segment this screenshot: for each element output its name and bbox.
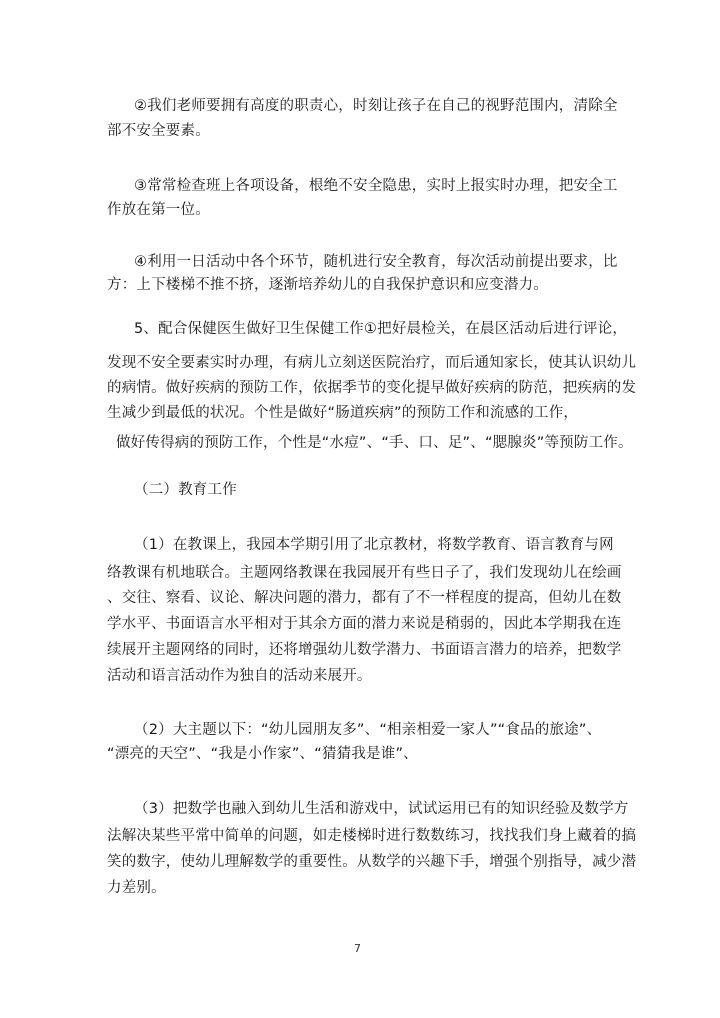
text-line: 络教课有机地联合。主题网络教课在我园展开有些日子了，我们发现幼儿在绘画	[107, 565, 622, 581]
text-line: 作放在第一位。	[107, 202, 210, 218]
text-line: 生减少到最低的状况。个性是做好“肠道疾病”的预防工作和流感的工作，	[107, 405, 579, 421]
section-heading: （二）教育工作	[134, 482, 237, 498]
text-line: 部不安全要素。	[107, 123, 210, 139]
text-line: （2）大主题以下：“幼儿园朋友多”、“相亲相爱一家人”“食品的旅途”、	[134, 722, 602, 738]
text-line: 方：上下楼梯不推不挤，逐渐培养幼儿的自我保护意识和应变潜力。	[107, 277, 548, 293]
text-line: ④利用一日活动中各个环节，随机进行安全教育，每次活动前提出要求，比	[134, 254, 618, 270]
text-line: ③常常检查班上各项设备，根绝不安全隐患，实时上报实时办理，把安全工	[134, 178, 618, 194]
text-line: 笑的数字，使幼儿理解数学的重要性。从数学的兴趣下手，增强个别指导，减少潜	[107, 854, 637, 870]
text-line: “漂亮的天空”、“我是小作家”、“猜猜我是谁”、	[107, 746, 418, 762]
text-line: 学水平、书面语言水平相对于其余方面的潜力来说是稍弱的，因此本学期我在连	[107, 616, 622, 632]
text-line: 做好传得病的预防工作，个性是“水痘”、“手、口、足”、“腮腺炎”等预防工作。	[116, 435, 633, 451]
text-line: 力差别。	[107, 880, 166, 896]
text-line: 5、配合保健医生做好卫生保健工作①把好晨检关，在晨区活动后进行评论，	[134, 321, 628, 337]
text-line: 、交往、察看、议论、解决问题的潜力，都有了不一样程度的提高，但幼儿在数	[107, 590, 622, 606]
text-line: 法解决某些平常中简单的问题，如走楼梯时进行数数练习，找找我们身上藏着的搞	[107, 828, 637, 844]
text-line: ②我们老师要拥有高度的职责心，时刻让孩子在自己的视野范围内，清除全	[134, 98, 618, 114]
text-line: 活动和语言活动作为独自的活动来展开。	[107, 668, 372, 684]
text-line: 续展开主题网络的同时，还将增强幼儿数学潜力、书面语言潜力的培养，把数学	[107, 642, 622, 658]
text-line: （3）把数学也融入到幼儿生活和游戏中，试试运用已有的知识经验及数学方	[134, 801, 629, 817]
text-line: （1）在教课上，我园本学期引用了北京教材，将数学教育、语言教育与网	[134, 537, 614, 553]
page-number: 7	[354, 942, 361, 955]
text-line: 发现不安全要素实时办理，有病儿立刻送医院治疗，而后通知家长，使其认识幼儿	[107, 355, 637, 371]
text-line: 的病情。做好疾病的预防工作，依据季节的变化提早做好疾病的防范，把疾病的发	[107, 380, 637, 396]
